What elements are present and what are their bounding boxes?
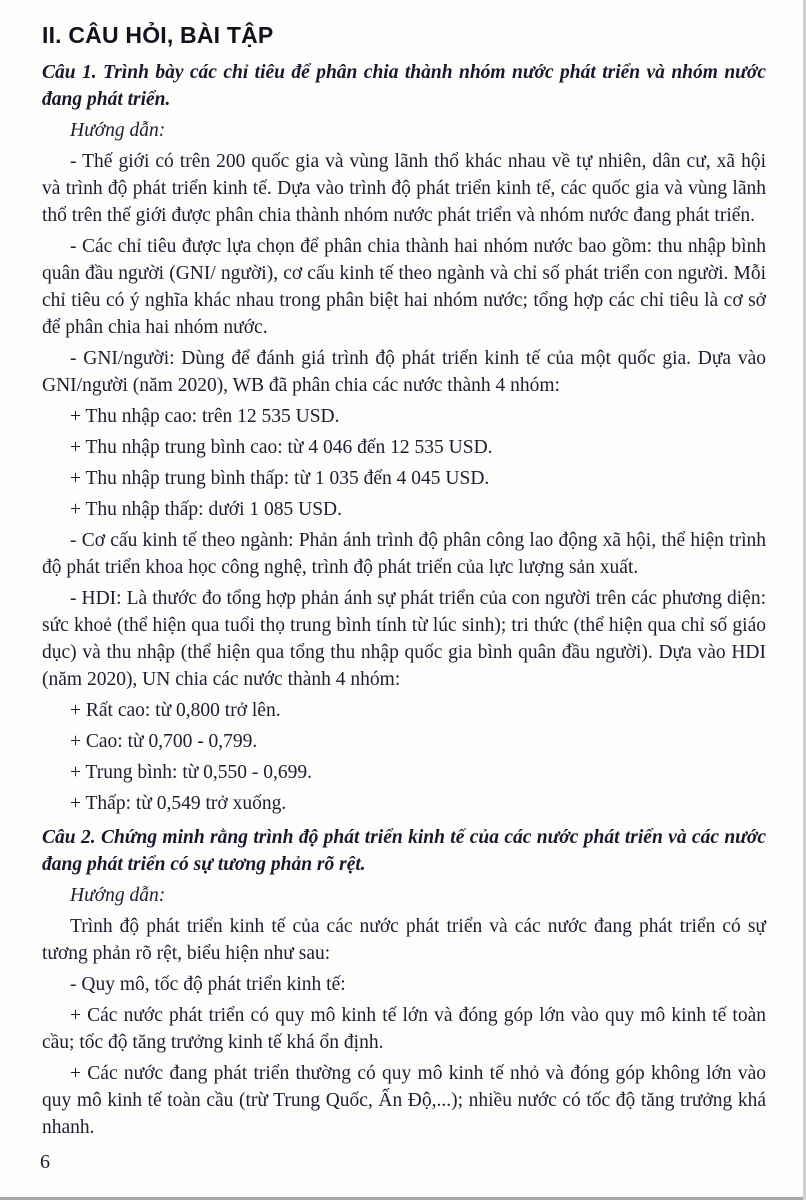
guide-label-1: Hướng dẫn:	[70, 120, 166, 141]
list-item-income-low: + Thu nhập thấp: dưới 1 085 USD.	[70, 499, 343, 520]
question-1: Câu 1. Trình bày các chỉ tiêu để phân chia thành nhóm nước phát triển và nhóm nước đang phát triển.	[42, 62, 766, 110]
page-number: 6	[40, 1151, 50, 1173]
list-item-income-high: + Thu nhập cao: trên 12 535 USD.	[70, 406, 340, 427]
list-item-hdi-high: + Cao: từ 0,700 - 0,799.	[70, 731, 258, 752]
answer-paragraph: - Quy mô, tốc độ phát triển kinh tế:	[70, 974, 346, 995]
answer-paragraph: - HDI: Là thước đo tổng hợp phản ánh sự phát triển của con người trên các phương diện: sức khoẻ (thể hiện qua tuổi thọ trung bình tính từ lúc sinh); tri thức (thể hiện qua chỉ số giáo dục) và thu nhập (thể hiện qua tổng thu nhập quốc gia bình quân đầu người). Dựa vào HDI (năm 2020), UN chia các nước thành 4 nhóm:	[42, 588, 766, 690]
list-item-hdi-medium: + Trung bình: từ 0,550 - 0,699.	[70, 762, 313, 783]
answer-paragraph: - Cơ cấu kinh tế theo ngành: Phản ánh trình độ phân công lao động xã hội, thể hiện trình độ phát triển khoa học công nghệ, trình độ phát triển của lực lượng sản xuất.	[42, 530, 766, 578]
answer-paragraph: - GNI/người: Dùng để đánh giá trình độ phát triển kinh tế của một quốc gia. Dựa vào GNI/người (năm 2020), WB đã phân chia các nước thành 4 nhóm:	[42, 348, 766, 396]
section-title: II. CÂU HỎI, BÀI TẬP	[42, 22, 274, 48]
list-item-income-lower-middle: + Thu nhập trung bình thấp: từ 1 035 đến 4 045 USD.	[70, 468, 490, 489]
guide-label-2: Hướng dẫn:	[70, 885, 166, 906]
answer-paragraph: Trình độ phát triển kinh tế của các nước phát triển và các nước đang phát triển có sự tương phản rõ rệt, biểu hiện như sau:	[42, 916, 766, 964]
answer-paragraph: - Thế giới có trên 200 quốc gia và vùng lãnh thổ khác nhau về tự nhiên, dân cư, xã hội và trình độ phát triển kinh tế. Dựa vào trình độ phát triển kinh tế, các quốc gia và vùng lãnh thổ trên thế giới được phân chia thành nhóm nước phát triển và nhóm nước đang phát triển.	[42, 151, 766, 226]
list-item-hdi-low: + Thấp: từ 0,549 trở xuống.	[70, 793, 287, 814]
answer-paragraph: - Các chỉ tiêu được lựa chọn để phân chia thành hai nhóm nước bao gồm: thu nhập bình quân đầu người (GNI/ người), cơ cấu kinh tế theo ngành và chỉ số phát triển con người. Mỗi chỉ tiêu có ý nghĩa khác nhau trong phân biệt hai nhóm nước; tổng hợp các chỉ tiêu là cơ sở để phân chia hai nhóm nước.	[42, 236, 766, 338]
list-item-developed: + Các nước phát triển có quy mô kinh tế lớn và đóng góp lớn vào quy mô kinh tế toàn cầu; tốc độ tăng trưởng kinh tế khá ổn định.	[42, 1005, 766, 1053]
question-2: Câu 2. Chứng minh rằng trình độ phát triển kinh tế của các nước phát triển và các nước đang phát triển có sự tương phản rõ rệt.	[42, 827, 766, 875]
list-item-hdi-very-high: + Rất cao: từ 0,800 trở lên.	[70, 700, 281, 721]
list-item-income-upper-middle: + Thu nhập trung bình cao: từ 4 046 đến 12 535 USD.	[70, 437, 493, 458]
list-item-developing: + Các nước đang phát triển thường có quy mô kinh tế nhỏ và đóng góp không lớn vào quy mô kinh tế toàn cầu (trừ Trung Quốc, Ấn Độ,...); nhiều nước có tốc độ tăng trưởng khá nhanh.	[42, 1063, 766, 1138]
